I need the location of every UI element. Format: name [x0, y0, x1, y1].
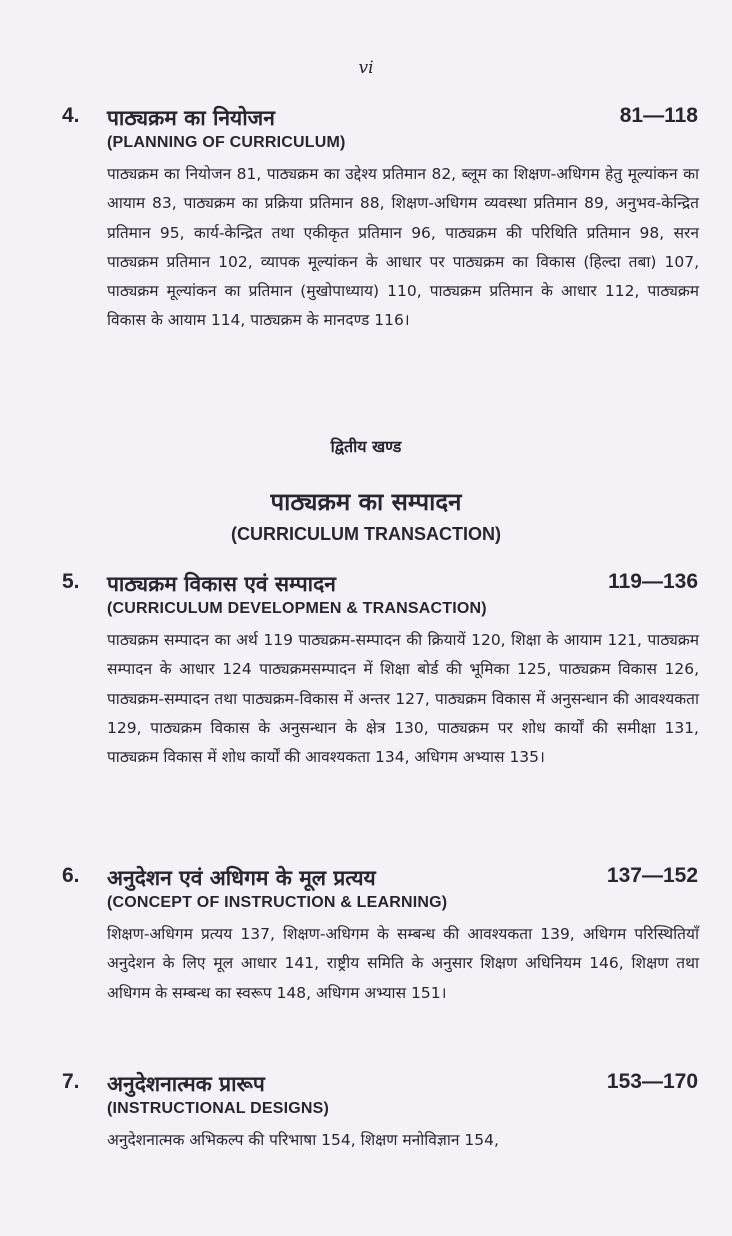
- chapter-contents: पाठ्यक्रम का नियोजन 81, पाठ्यक्रम का उद्देश्य प्रतिमान 82, ब्लूम का शिक्षण-अधिगम हेतु मूल्यांकन का आयाम 83, पाठ्यक्रम का प्रक्रिया प्रतिमान 88, शिक्षण-अधिगम व्यवस्था प्रतिमान 89, अनुभव-केन्द्रित प्रतिमान 95, कार्य-केन्द्रित तथा एकीकृत प्रतिमान 96, पाठ्यक्रम की परिथिति प्रतिमान 98, सरन पाठ्यक्रम प्रतिमान 102, व्यापक मूल्यांकन के आधार पर पाठ्यक्रम का विकास (हिल्दा तबा) 107, पाठ्यक्रम मूल्यांकन का प्रतिमान (मुखोपाध्याय) 110, पाठ्यक्रम प्रतिमान के आधार 112, पाठ्यक्रम विकास के आयाम 114, पाठ्यक्रम के मानदण्ड 116।: [107, 165, 699, 330]
- chapter-contents: शिक्षण-अधिगम प्रत्यय 137, शिक्षण-अधिगम के सम्बन्ध की आवश्यकता 139, अधिगम परिस्थितियाँ अनुदेशन के लिए मूल आधार 141, राष्ट्रीय समिति के अनुसार शिक्षण अधिनियम 146, शिक्षण तथा अधिगम के सम्बन्ध का स्वरूप 148, अधिगम अभ्यास 151।: [107, 925, 699, 1002]
- chapter-english-title: (CONCEPT OF INSTRUCTION & LEARNING): [107, 894, 448, 911]
- chapter-contents: अनुदेशनात्मक अभिकल्प की परिभाषा 154, शिक्षण मनोविज्ञान 154,: [107, 1131, 499, 1149]
- section-label: द्वितीय खण्ड: [330, 437, 402, 456]
- chapter-title: अनुदेशन एवं अधिगम के मूल प्रत्यय: [107, 866, 376, 890]
- chapter-5: [0, 570, 732, 772]
- chapter-english-title: (CURRICULUM DEVELOPMEN & TRANSACTION): [107, 600, 487, 617]
- chapter-number: 5.: [62, 570, 80, 593]
- chapter-number: 7.: [62, 1070, 80, 1093]
- chapter-english-title: (PLANNING OF CURRICULUM): [107, 134, 346, 151]
- chapter-page-range: 81—118: [619, 104, 698, 127]
- page-number: vi: [358, 58, 374, 78]
- chapter-contents: पाठ्यक्रम सम्पादन का अर्थ 119 पाठ्यक्रम-सम्पादन की क्रियायें 120, शिक्षा के आयाम 121, पाठ्यक्रम सम्पादन के आधार 124 पाठ्यक्रमसम्पादन में शिक्षा बोर्ड की भूमिका 125, पाठ्यक्रम विकास 126, पाठ्यक्रम-सम्पादन तथा पाठ्यक्रम-विकास में अन्तर 127, पाठ्यक्रम विकास में अनुसन्धान की आवश्यकता 129, पाठ्यक्रम विकास के अनुसन्धान के क्षेत्र 130, पाठ्यक्रम पर शोध कार्यों की समीक्षा 131, पाठ्यक्रम विकास में शोध कार्यों की आवश्यकता 134, अधिगम अभ्यास 135।: [107, 631, 699, 767]
- chapter-page-range: 119—136: [608, 570, 698, 593]
- chapter-title: पाठ्यक्रम विकास एवं सम्पादन: [107, 572, 336, 596]
- chapter-7: [0, 1070, 732, 1155]
- chapter-number: 6.: [62, 864, 80, 887]
- chapter-4: [0, 104, 732, 336]
- section-title: पाठ्यक्रम का सम्पादन: [270, 488, 462, 516]
- section-english-title: (CURRICULUM TRANSACTION): [231, 524, 501, 544]
- chapter-english-title: (INSTRUCTIONAL DESIGNS): [107, 1100, 330, 1117]
- chapter-page-range: 153—170: [606, 1070, 698, 1093]
- chapter-page-range: 137—152: [606, 864, 698, 887]
- chapter-title: अनुदेशनात्मक प्रारूप: [107, 1072, 265, 1096]
- chapter-6: [0, 864, 732, 1008]
- chapter-title: पाठ्यक्रम का नियोजन: [107, 106, 275, 130]
- chapter-number: 4.: [62, 104, 80, 127]
